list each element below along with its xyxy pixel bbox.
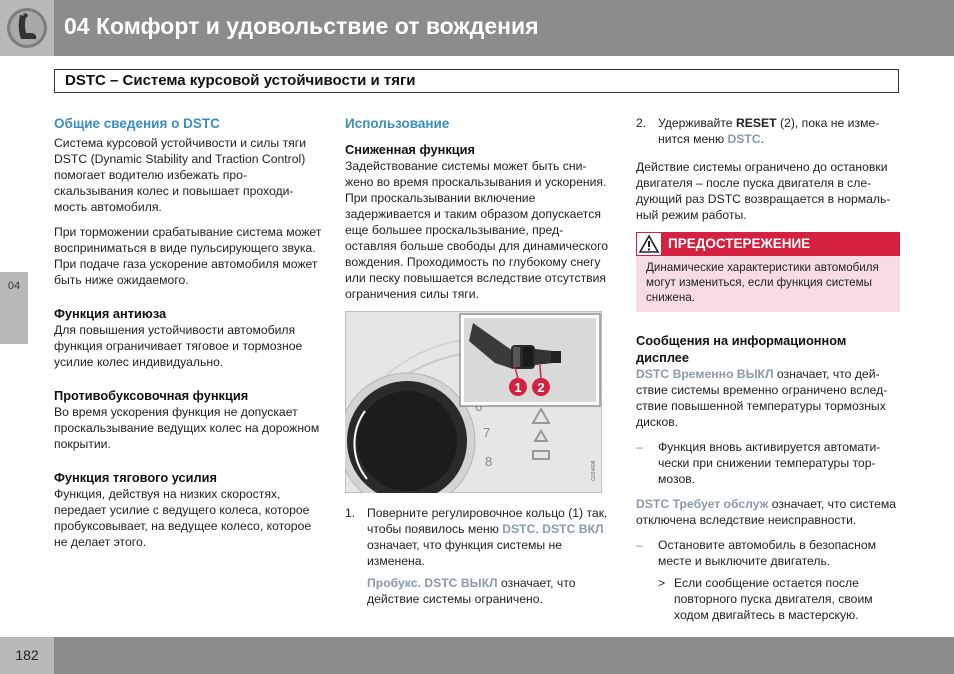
chapter-number: 04 [7, 280, 21, 292]
menu-dstc: DSTC [727, 132, 761, 146]
column-right [636, 115, 902, 629]
page-header [0, 0, 954, 56]
dash-item: – Остановите автомобиль в безопасном месте и выключите двигатель. [636, 538, 876, 568]
section-title: DSTC – Система курсовой устойчивости и тяги [65, 72, 416, 89]
figure-id: G024609 [591, 460, 597, 481]
gauge-number: 8 [485, 454, 493, 469]
heading-antispin: Противобуксовочная функция [54, 388, 249, 403]
paragraph: Система курсовой устойчивости и силы тяги DSTC (Dynamic Stability and Traction Control) помогает водителю избежать проскальзывания колес и повышает проходимость автомобиля. [54, 136, 307, 214]
step-2: 2. Удерживайте RESET (2), пока не изменится меню DSTC. [636, 116, 880, 146]
callout-2: 2 [537, 380, 545, 395]
chapter-icon-box [0, 0, 54, 56]
warning-title: ПРЕДОСТЕРЕЖЕНИЕ [668, 236, 811, 251]
message-temp-off: DSTC Временно ВЫКЛ означает, что действие системы временно ограничено вследствие повышенной температуры тормозных дисков. [636, 367, 888, 429]
callout-1: 1 [514, 380, 522, 395]
warning-header [636, 232, 900, 256]
page-number: 182 [15, 647, 39, 663]
column-left [54, 115, 322, 559]
reset-label: RESET [735, 116, 777, 130]
step-1-note: Пробукс. DSTC ВЫКЛ означает, что действие системы ограничено. [367, 576, 576, 606]
heading-reduced-function: Сниженная функция [345, 142, 475, 157]
page-title: 04 Комфорт и удовольствие от вождения [64, 13, 539, 39]
car-seat-icon [0, 0, 54, 56]
paragraph: Для повышения устойчивости автомобиля функция ограничивает тяговое и тормозное усилие колес индивидуально. [54, 323, 303, 369]
paragraph: Во время ускорения функция не допускает проскальзывание ведущих колес на дорожном покрытии. [54, 405, 320, 451]
paragraph: Задействование системы может быть снижено во время проскальзывания и ускорения. При проскальзывании включение задерживается и таким образом допускается еще большее проскальзывание, предоставляя больше свободы для динамического вождения. Проходимость по глубокому снегу или песку повышается вследствие отсутствия ограничения силы тяги. [345, 159, 609, 301]
warning-box [636, 232, 900, 312]
heading-traction: Функция тягового усилия [54, 470, 217, 485]
sub-item: > Если сообщение остается после повторного пуска двигателя, своим ходом двигайтесь в мастерскую. [658, 576, 873, 622]
heading-usage: Использование [345, 116, 450, 131]
chapter-side-tab [0, 272, 28, 344]
warning-text: Динамические характеристики автомобиля могут измениться, если функция системы снижена. [636, 256, 900, 312]
paragraph: При торможении срабатывание система может восприниматься в виде пульсирующего звука. При подаче газа ускорение автомобиля может быть ниже ожидаемого. [54, 225, 322, 287]
dash-item: – Функция вновь активируется автоматически при снижении температуры тормозов. [636, 440, 881, 486]
paragraph: Действие системы ограничено до остановки двигателя – после пуска двигателя в следующий раз DSTC возвращается в нормальный режим работы. [636, 160, 891, 222]
section-title-bar [54, 69, 899, 93]
menu-dstc: DSTC [502, 522, 536, 536]
message-service-required: DSTC Требует обслуж означает, что система отключена вследствие неисправности. [636, 497, 897, 527]
column-middle [345, 115, 610, 616]
heading-antiskid: Функция антиюза [54, 306, 167, 321]
page-footer [0, 637, 954, 674]
paragraph: Функция, действуя на низких скоростях, передает усилие с ведущего колеса, которое пробуксовывает, на ведущее колесо, которое не делает этого. [54, 487, 312, 549]
menu-dstc-on: DSTC ВКЛ [542, 522, 604, 536]
menu-spin-off: Пробукс. DSTC ВЫКЛ [367, 576, 498, 590]
stalk-illustration [345, 311, 602, 493]
warning-triangle-icon [637, 233, 661, 255]
step-1: 1. Поверните регулировочное кольцо (1) так, чтобы появилось меню DSTC. DSTC ВКЛ означает, что функция системы не изменена. [345, 506, 608, 568]
gauge-number: 7 [483, 425, 491, 440]
heading-display-messages: Сообщения на информационном дисплее [636, 333, 847, 365]
heading-dstc-overview: Общие сведения о DSTC [54, 116, 220, 131]
